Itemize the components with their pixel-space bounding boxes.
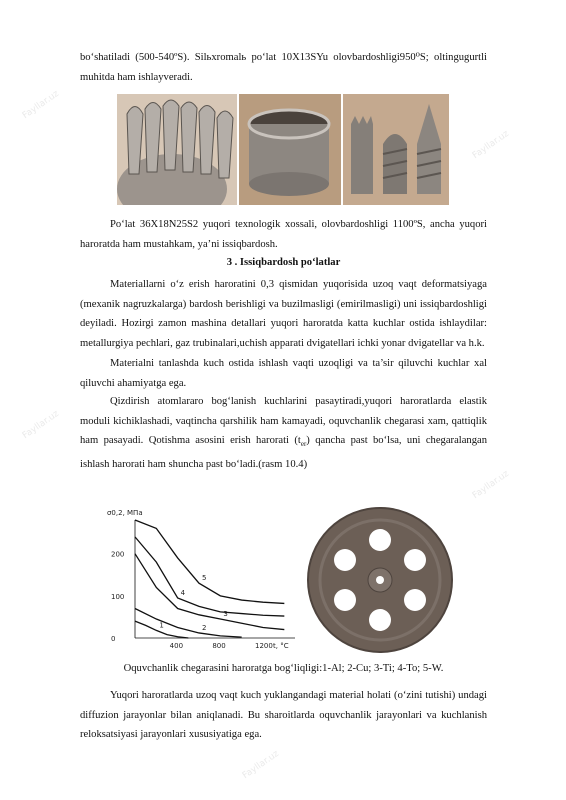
chart-x-tick-label: 400 [169,642,184,650]
chart-series-line-4 [135,537,284,619]
wheel-disc-photo [305,505,455,655]
paragraph-3: Materialni tanlashda kuch ostida ishlash vaqti uzoqligi va ta’sir qiluvchi kuchlar xal qiluvchi ahamiyatga ega. [80,358,487,389]
watermark-text: Fayllar.uz [470,468,511,502]
paragraph-1: Po‘lat 36X18N25S2 yuqori texnologik xossali, olovbardoshligi 1100ºS, ancha yuqori haroratda ham mustahkam, ya’ni issiqbardosh. [80,219,487,250]
chart-x-tick-label: 800 [212,642,226,650]
chart-y-tick-label: 100 [111,592,125,601]
paragraph-0: bo‘shatiladi (500-540ºS). Silьxromalь po‘lat 10X13SYu olovbardoshligi950⁰S; oltingugurtli muhitda ham ishlayveradi. [80,52,487,83]
chart-series-label-3: 3 [223,610,228,619]
chart-x-tick-label: 1200 [255,642,273,650]
chart-y-tick-label: 200 [111,550,125,559]
paragraph-2: Materiallarni o‘z erish haroratini 0,3 qismidan yuqorisida uzoq vaqt deformatsiyaga (mexanik nagruzkalarga) bardosh berishligi va buzilmasligi (emirilmasligi) uni issiqbardoshligi deyiladi. Hozirgi zamon mashina detallari yuqori haroratda katta kuchlar ostida ishlaydilar: metallurgiya pechlari, gaz trubinalari,uchish apparati dvigatellari ichki yonar dvigatellar va h.k. [80,279,487,349]
drill-parts-photo [343,94,449,205]
chart-ylabel: σ0,2, МПа [107,509,143,517]
watermark-text: Fayllar.uz [470,128,511,162]
paragraph-5: Yuqori haroratlarda uzoq vaqt kuch yuklangandagi material holati (o‘zini tutishi) undagi diffuzion jarayonlar bilan aniqlanadi. Bu sharoitlarda oquvchanlik jarayonlari va kuchlanish reloksatsiyasi jarayonlari xususiyatiga ega. [80,690,487,740]
paragraph-4-text-end: ) qancha past bo‘lsa, uni chegaralangan ishlash harorati ham shuncha past bo‘ladi.(rasm 10.4) [80,435,488,470]
section-heading: 3 . Issiqbardosh po‘latlar [226,257,341,268]
chart-xlabel: t, °C [273,642,289,650]
cylinder-part-photo [239,94,341,205]
figure-caption: Oquvchanlik chegarasini haroratga bog‘liqligi:1-Al; 2-Cu; 3-Ti; 4-To; 5-W. [123,663,444,674]
turbine-blades-photo [117,94,237,205]
yield-strength-chart [105,505,305,655]
chart-series-label-1: 1 [159,621,164,630]
chart-series-label-5: 5 [202,574,207,583]
photo-strip [117,94,449,205]
chart-series-line-5 [135,520,284,603]
paragraph-4-text: Qizdirish atomlararo bog‘lanish kuchlarini pasaytiradi,yuqori haroratlarda elastik moduli kichiklashadi, vaqtincha qarshilik ham kamayadi, oquvchanlik chegarasi xam, qattiqlik ham pasayadi. Qotishma asosini erish harorati (t [80,396,487,446]
watermark-text: Fayllar.uz [240,748,281,782]
chart-series-label-4: 4 [180,588,186,597]
paragraph-4-subscript: er [300,440,307,449]
paragraph-4 [80,392,487,474]
watermark-text: Fayllar.uz [20,408,61,442]
chart-y-tick-label: 0 [111,635,116,643]
watermark-text: Fayllar.uz [20,88,61,122]
chart-series-label-2: 2 [202,623,207,632]
